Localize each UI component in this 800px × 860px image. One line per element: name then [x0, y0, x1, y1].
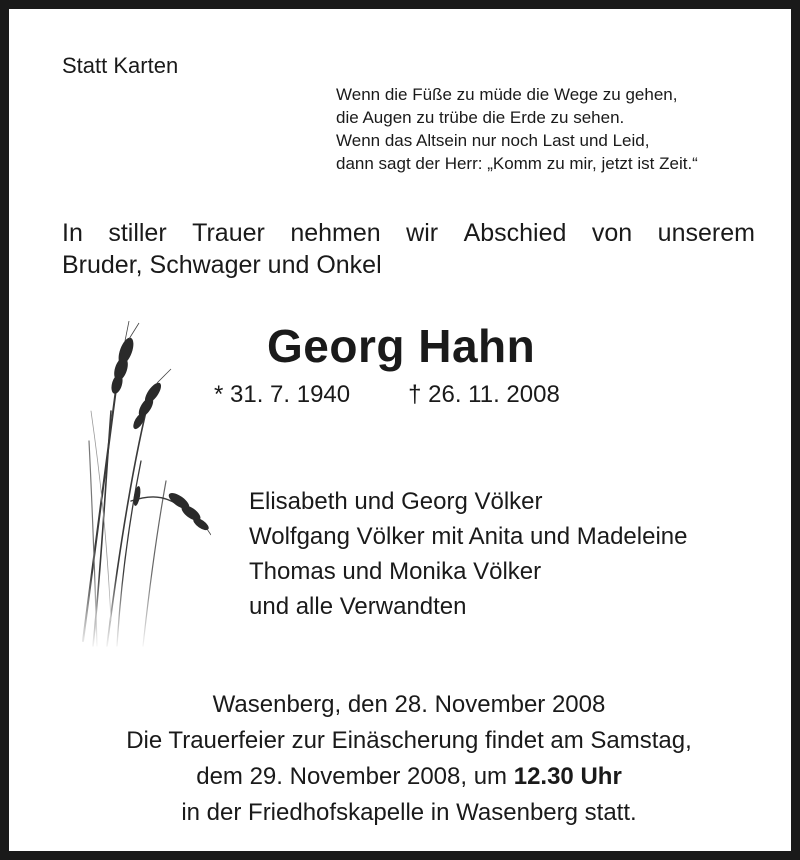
- poem-line: Wenn die Füße zu müde die Wege zu gehen,: [336, 85, 678, 104]
- service-time: 12.30 Uhr: [513, 763, 622, 790]
- intro-word: Abschied: [463, 219, 567, 247]
- wheat-ears-icon: [71, 321, 211, 651]
- intro-word: Trauer: [192, 219, 265, 247]
- service-date-text: dem 29. November 2008, um: [196, 763, 514, 790]
- service-location: in der Friedhofskapelle in Wasenberg statt.: [181, 799, 637, 826]
- footer: [9, 687, 800, 831]
- birth-date: * 31. 7. 1940: [214, 381, 351, 408]
- life-dates: [214, 381, 560, 409]
- mourners-list: [249, 484, 687, 624]
- intro-line-1: [62, 217, 755, 249]
- intro-word: unserem: [657, 219, 755, 247]
- death-date: † 26. 11. 2008: [408, 381, 560, 408]
- intro-word: von: [591, 219, 633, 247]
- poem-line: die Augen zu trübe die Erde zu sehen.: [336, 108, 625, 127]
- statt-karten-heading: Statt Karten: [62, 53, 179, 78]
- intro-word: nehmen: [290, 219, 381, 247]
- poem-line: Wenn das Altsein nur noch Last und Leid,: [336, 131, 650, 150]
- service-line: [9, 759, 800, 795]
- poem: [336, 83, 698, 175]
- intro-word: wir: [406, 219, 439, 247]
- mourner-line: Thomas und Monika Völker: [249, 558, 542, 585]
- mourner-line: Wolfgang Völker mit Anita und Madeleine: [249, 523, 688, 550]
- mourner-line: und alle Verwandten: [249, 593, 467, 620]
- intro-word: stiller: [108, 219, 167, 247]
- intro-text: [62, 217, 755, 281]
- mourner-line: Elisabeth und Georg Völker: [249, 488, 543, 515]
- intro-word: In: [62, 219, 83, 247]
- service-line: Die Trauerfeier zur Einäscherung findet am Samstag,: [126, 727, 692, 754]
- deceased-name: Georg Hahn: [267, 320, 536, 372]
- poem-line: dann sagt der Herr: „Komm zu mir, jetzt ist Zeit.“: [336, 154, 698, 173]
- place-date: Wasenberg, den 28. November 2008: [212, 691, 606, 718]
- intro-line-2: Bruder, Schwager und Onkel: [62, 251, 382, 279]
